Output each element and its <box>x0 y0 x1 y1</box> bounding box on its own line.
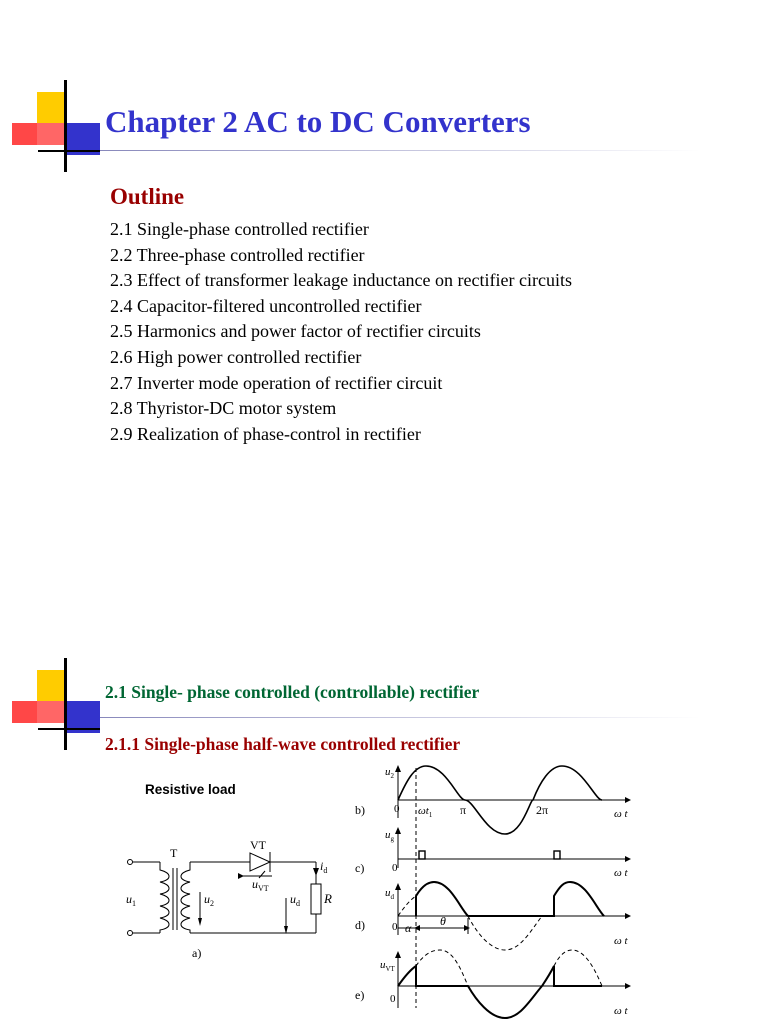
thyristor-label: VT <box>250 840 266 852</box>
circuit-caption: a) <box>192 946 202 960</box>
title-underline <box>100 150 700 151</box>
list-item: 2.6 High power controlled rectifier <box>110 346 362 367</box>
waveform-diagrams <box>350 760 640 1022</box>
u2-label: $u_2$ <box>204 892 214 908</box>
theta-label: θ <box>440 914 446 928</box>
two-pi-tick-label: 2π <box>536 803 549 817</box>
id-label: $i_d$ <box>320 859 328 875</box>
omega-t-e: ω t <box>614 1005 628 1017</box>
panel-c-label: c) <box>355 861 365 875</box>
corner-decoration <box>0 658 110 753</box>
ug-axis-label: $u_g$ <box>385 829 394 843</box>
outline-heading: Outline <box>110 184 185 209</box>
panel-b-label: b) <box>355 803 365 817</box>
section-title: 2.1 Single- phase controlled (controllable) rectifier <box>105 682 480 702</box>
slide-single-phase-rectifier <box>0 512 768 1024</box>
corner-decoration <box>0 80 110 175</box>
alpha-label: α <box>405 921 412 935</box>
omega-t1-label: $\omega t_1$ <box>418 805 433 819</box>
u2-axis-label: $u_2$ <box>385 766 394 780</box>
outline-list <box>110 217 572 447</box>
uvt-label: $u_{VT}$ <box>252 877 269 893</box>
list-item: 2.8 Thyristor-DC motor system <box>110 398 337 419</box>
uvt-axis-label: $u_{VT}$ <box>380 959 395 973</box>
list-item: 2.2 Three-phase controlled rectifier <box>110 244 365 265</box>
omega-t-c: ω t <box>614 867 628 879</box>
pi-tick-label: π <box>460 803 467 817</box>
page-title: Chapter 2 AC to DC Converters <box>105 104 531 139</box>
omega-t-b: ω t <box>614 808 628 820</box>
origin-b: 0 <box>394 803 400 815</box>
list-item: 2.5 Harmonics and power factor of rectifier circuits <box>110 321 481 342</box>
load-resistor-label: R <box>324 891 332 906</box>
subsection-title: 2.1.1 Single-phase half-wave controlled rectifier <box>105 734 461 754</box>
panel-e-label: e) <box>355 988 365 1002</box>
resistive-load-label: Resistive load <box>145 782 236 797</box>
u1-label: $u_1$ <box>126 892 136 908</box>
origin-d: 0 <box>392 921 398 933</box>
ud-label: $u_d$ <box>290 892 300 908</box>
list-item: 2.3 Effect of transformer leakage inductance on rectifier circuits <box>110 270 572 291</box>
list-item: 2.7 Inverter mode operation of rectifier circuit <box>110 372 443 393</box>
list-item: 2.4 Capacitor-filtered uncontrolled rectifier <box>110 295 422 316</box>
ud-axis-label: $u_d$ <box>385 887 394 901</box>
origin-c: 0 <box>392 862 398 874</box>
section-underline <box>100 717 700 718</box>
origin-e: 0 <box>390 993 396 1005</box>
omega-t-d: ω t <box>614 935 628 947</box>
list-item: 2.1 Single-phase controlled rectifier <box>110 219 369 239</box>
rectifier-circuit <box>120 840 335 975</box>
transformer-label: T <box>170 846 178 860</box>
list-item: 2.9 Realization of phase-control in rectifier <box>110 423 421 444</box>
panel-d-label: d) <box>355 918 365 932</box>
